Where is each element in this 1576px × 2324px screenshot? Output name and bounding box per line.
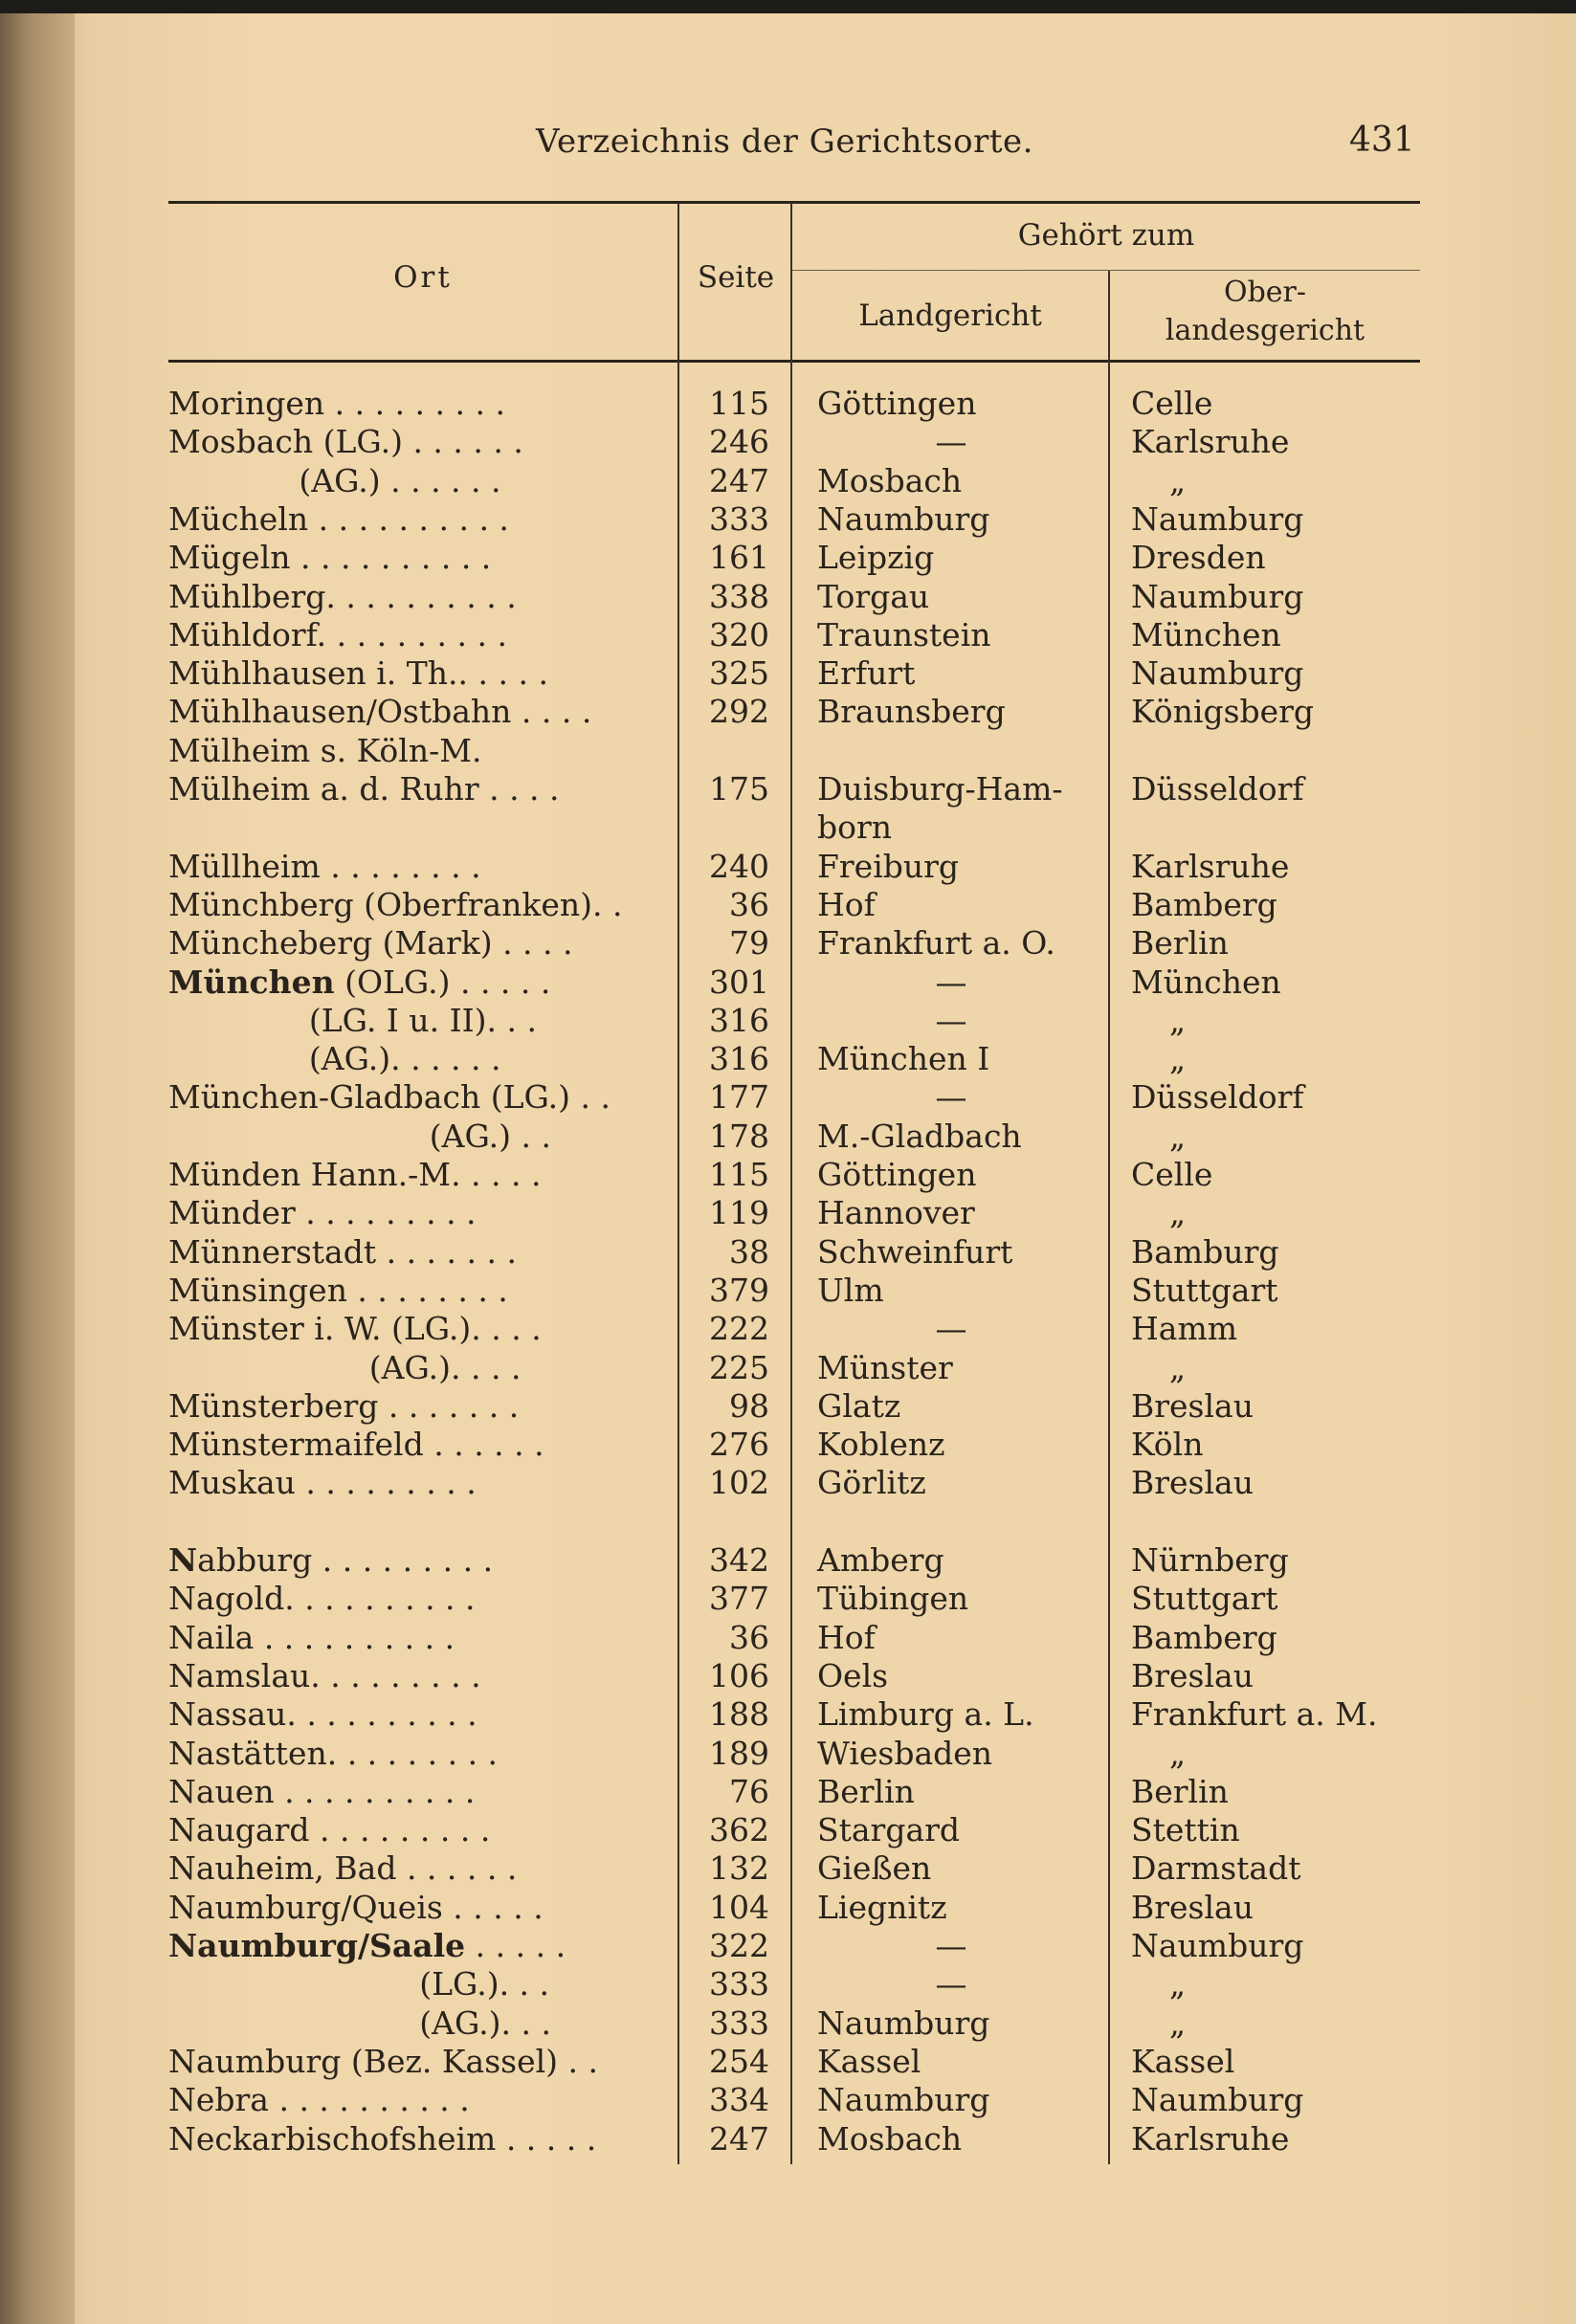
cell-ort: Mühlberg. . . . . . . . . .	[168, 577, 517, 615]
book-spine-shadow	[0, 0, 75, 2324]
cell-seite: 333	[709, 499, 769, 538]
column-divider-seite	[790, 203, 792, 2164]
cell-oberlandesgericht: Celle	[1131, 385, 1213, 422]
cell-seite: 79	[729, 924, 769, 963]
cell-landgericht: Naumburg	[817, 499, 990, 538]
cell-landgericht: Koblenz	[817, 1426, 945, 1464]
cell-oberlandesgericht: Düsseldorf	[1131, 770, 1304, 808]
cell-seite: 161	[709, 539, 769, 577]
cell-landgericht: Leipzig	[817, 539, 935, 577]
cell-seite: 316	[709, 1001, 769, 1039]
cell-landgericht: —	[935, 1927, 967, 1964]
cell-oberlandesgericht: „	[1169, 1040, 1187, 1078]
cell-seite: 362	[709, 1811, 769, 1849]
cell-landgericht: Naumburg	[817, 2003, 990, 2042]
cell-ort: Müllheim . . . . . . . .	[168, 847, 481, 885]
cell-seite: 333	[709, 1965, 769, 2003]
cell-ort: Mosbach (LG.) . . . . . .	[168, 423, 523, 461]
cell-ort: Nagold. . . . . . . . . .	[168, 1580, 476, 1618]
cell-seite: 377	[709, 1580, 769, 1618]
cell-oberlandesgericht: Karlsruhe	[1131, 423, 1290, 461]
cell-oberlandesgericht: München	[1131, 963, 1281, 1001]
cell-ort: Mücheln . . . . . . . . . .	[168, 499, 509, 538]
cell-oberlandesgericht: Stuttgart	[1131, 1271, 1278, 1309]
cell-oberlandesgericht: Breslau	[1131, 1386, 1254, 1425]
cell-ort: Naila . . . . . . . . . .	[168, 1618, 455, 1656]
cell-oberlandesgericht: Darmstadt	[1131, 1849, 1301, 1888]
cell-landgericht: —	[935, 423, 967, 461]
cell-ort: (LG.). . .	[168, 1965, 550, 2003]
cell-ort: Nauen . . . . . . . . . .	[168, 1772, 476, 1810]
cell-landgericht: —	[935, 1001, 967, 1039]
cell-landgericht: Mosbach	[817, 2119, 963, 2158]
place-name-rest: abburg . . . . . . . . .	[197, 1541, 494, 1579]
cell-seite: 225	[709, 1348, 769, 1386]
cell-oberlandesgericht: Naumburg	[1131, 1927, 1304, 1964]
cell-oberlandesgericht: Berlin	[1131, 1772, 1229, 1810]
cell-seite: 320	[709, 615, 769, 653]
cell-ort: Münstermaifeld . . . . . .	[168, 1426, 544, 1464]
cell-oberlandesgericht: Dresden	[1131, 539, 1266, 577]
cell-landgericht: Frankfurt a. O.	[817, 924, 1055, 963]
cell-landgericht: Tübingen	[817, 1580, 969, 1618]
cell-oberlandesgericht: Köln	[1131, 1426, 1204, 1464]
cell-seite: 379	[709, 1271, 769, 1309]
cell-seite: 334	[709, 2081, 769, 2119]
cell-seite: 76	[729, 1772, 769, 1810]
cell-landgericht: Duisburg-Ham-	[817, 770, 1063, 808]
cell-ort: Münsterberg . . . . . . .	[168, 1386, 520, 1425]
cell-seite: 175	[709, 770, 769, 808]
cell-oberlandesgericht: Frankfurt a. M.	[1131, 1695, 1378, 1734]
cell-landgericht: M.-Gladbach	[817, 1117, 1022, 1155]
cell-landgericht: born	[817, 808, 893, 847]
cell-landgericht: Glatz	[817, 1386, 901, 1425]
cell-seite: 188	[709, 1695, 769, 1734]
cell-oberlandesgericht: Breslau	[1131, 1656, 1254, 1694]
cell-ort: Moringen . . . . . . . . .	[168, 385, 505, 422]
cell-landgericht: Limburg a. L.	[817, 1695, 1034, 1734]
cell-seite: 247	[709, 461, 769, 499]
cell-seite: 333	[709, 2003, 769, 2042]
cell-seite: 254	[709, 2042, 769, 2080]
cell-seite: 301	[709, 963, 769, 1001]
cell-landgericht: Görlitz	[817, 1464, 926, 1502]
place-name-rest: (OLG.) . . . . .	[334, 963, 551, 1001]
cell-landgericht: Münster	[817, 1348, 953, 1386]
cell-seite: 222	[709, 1310, 769, 1348]
cell-oberlandesgericht: „	[1169, 1117, 1187, 1155]
cell-landgericht: Naumburg	[817, 2081, 990, 2119]
cell-oberlandesgericht: Stuttgart	[1131, 1580, 1278, 1618]
cell-seite: 240	[709, 847, 769, 885]
column-header-oberlandesgericht	[1110, 274, 1420, 350]
cell-oberlandesgericht: „	[1169, 1194, 1187, 1232]
cell-seite: 102	[709, 1464, 769, 1502]
column-header-gehoert-zum: Gehört zum	[1017, 218, 1195, 253]
cell-seite: 178	[709, 1117, 769, 1155]
cell-ort: Mühlhausen i. Th.. . . . .	[168, 654, 548, 693]
cell-seite: 342	[709, 1541, 769, 1579]
cell-seite: 247	[709, 2119, 769, 2158]
cell-oberlandesgericht: „	[1169, 2003, 1187, 2042]
cell-seite: 292	[709, 693, 769, 731]
place-name-rest: . . . . .	[465, 1927, 566, 1964]
cell-ort: Nastätten. . . . . . . . .	[168, 1734, 499, 1772]
cell-landgericht: Gießen	[817, 1849, 932, 1888]
olg-header-line1: Ober-	[1223, 276, 1307, 309]
cell-seite: 276	[709, 1426, 769, 1464]
cell-landgericht: —	[935, 1310, 967, 1348]
cell-ort: München-Gladbach (LG.) . .	[168, 1078, 610, 1117]
cell-oberlandesgericht: „	[1169, 1348, 1187, 1386]
cell-landgericht: Oels	[817, 1656, 889, 1694]
bold-place-name: Naumburg/Saale	[168, 1927, 466, 1964]
cell-ort: Münnerstadt . . . . . . .	[168, 1232, 517, 1271]
running-title: Verzeichnis der Gerichtsorte.	[536, 122, 1033, 161]
cell-landgericht: —	[935, 963, 967, 1001]
cell-oberlandesgericht: Bamberg	[1131, 1618, 1277, 1656]
cell-landgericht: Liegnitz	[817, 1888, 947, 1926]
cell-landgericht: —	[935, 1078, 967, 1117]
cell-oberlandesgericht: Naumburg	[1131, 577, 1304, 615]
cell-seite: 36	[729, 885, 769, 923]
cell-ort: Münchberg (Oberfranken). .	[168, 885, 623, 923]
cell-seite: 38	[729, 1232, 769, 1271]
cell-oberlandesgericht: Bamberg	[1131, 885, 1277, 923]
cell-ort: Nauheim, Bad . . . . . .	[168, 1849, 518, 1888]
cell-ort: (AG.). . . . . .	[168, 1040, 501, 1078]
cell-seite: 316	[709, 1040, 769, 1078]
cell-landgericht: Freiburg	[817, 847, 960, 885]
cell-landgericht: Torgau	[817, 577, 930, 615]
cell-landgericht: Göttingen	[817, 1156, 977, 1193]
cell-landgericht: Wiesbaden	[817, 1734, 993, 1772]
column-divider-ort	[677, 203, 679, 2164]
cell-ort: Münden Hann.-M. . . . .	[168, 1156, 542, 1193]
cell-ort: Mügeln . . . . . . . . . .	[168, 539, 492, 577]
column-header-ort: Ort	[393, 260, 453, 295]
cell-seite: 115	[709, 385, 769, 422]
column-divider-landgericht	[1108, 271, 1110, 2164]
cell-seite: 36	[729, 1618, 769, 1656]
cell-oberlandesgericht: „	[1169, 461, 1187, 499]
cell-ort: (AG.) . .	[168, 1117, 551, 1155]
cell-ort: (LG. I u. II). . .	[168, 1001, 537, 1039]
page-number: 431	[1349, 121, 1415, 160]
cell-ort	[168, 963, 666, 1002]
column-header-landgericht: Landgericht	[858, 299, 1042, 333]
scan-edge	[0, 0, 1576, 13]
cell-ort: Müncheberg (Mark) . . . .	[168, 924, 573, 963]
cell-landgericht: —	[935, 1965, 967, 2003]
cell-landgericht: Erfurt	[817, 654, 916, 693]
cell-oberlandesgericht: Berlin	[1131, 924, 1229, 963]
cell-ort: Münsingen . . . . . . . .	[168, 1271, 508, 1309]
cell-oberlandesgericht: Naumburg	[1131, 2081, 1304, 2119]
cell-oberlandesgericht: Breslau	[1131, 1464, 1254, 1502]
bold-place-name: N	[168, 1541, 198, 1579]
cell-seite: 104	[709, 1888, 769, 1926]
cell-oberlandesgericht: „	[1169, 1965, 1187, 2003]
cell-landgericht: Hannover	[817, 1194, 975, 1232]
cell-oberlandesgericht: Breslau	[1131, 1888, 1254, 1926]
cell-seite: 338	[709, 577, 769, 615]
cell-landgericht: Berlin	[817, 1772, 915, 1810]
cell-oberlandesgericht: Hamm	[1131, 1310, 1238, 1348]
cell-ort: Naumburg/Queis . . . . .	[168, 1888, 544, 1926]
cell-ort: (AG.). . .	[168, 2003, 551, 2042]
cell-oberlandesgericht: Stettin	[1131, 1811, 1240, 1849]
cell-ort: Nassau. . . . . . . . . .	[168, 1695, 477, 1734]
olg-header-line2: landesgericht	[1165, 314, 1365, 347]
table-top-rule	[168, 201, 1420, 204]
cell-oberlandesgericht: Königsberg	[1131, 693, 1315, 731]
cell-ort: Münster i. W. (LG.). . . .	[168, 1310, 542, 1348]
cell-seite: 132	[709, 1849, 769, 1888]
cell-seite: 322	[709, 1927, 769, 1964]
cell-ort: Namslau. . . . . . . . .	[168, 1656, 481, 1694]
cell-seite: 119	[709, 1194, 769, 1232]
cell-ort: Neckarbischofsheim . . . . .	[168, 2119, 597, 2158]
cell-oberlandesgericht: Celle	[1131, 1156, 1213, 1193]
cell-ort: Mühldorf. . . . . . . . . .	[168, 615, 507, 653]
cell-landgericht: Stargard	[817, 1811, 961, 1849]
cell-oberlandesgericht: Nürnberg	[1131, 1541, 1289, 1579]
cell-landgericht: München I	[817, 1040, 990, 1078]
cell-ort: Mülheim a. d. Ruhr . . . .	[168, 770, 560, 808]
cell-oberlandesgericht: Kassel	[1131, 2042, 1235, 2080]
cell-ort: Muskau . . . . . . . . .	[168, 1464, 477, 1502]
cell-landgericht: Hof	[817, 1618, 876, 1656]
cell-landgericht: Traunstein	[817, 615, 991, 653]
cell-landgericht: Göttingen	[817, 385, 977, 422]
cell-ort: Mülheim s. Köln-M.	[168, 731, 482, 769]
column-header-seite: Seite	[697, 260, 775, 295]
cell-oberlandesgericht: „	[1169, 1001, 1187, 1039]
bold-place-name: München	[168, 963, 335, 1001]
cell-seite: 325	[709, 654, 769, 693]
cell-landgericht: Ulm	[817, 1271, 884, 1309]
cell-ort: (AG.) . . . . . .	[168, 461, 501, 499]
cell-oberlandesgericht: Karlsruhe	[1131, 847, 1290, 885]
header-subrule	[792, 270, 1420, 271]
cell-oberlandesgericht: München	[1131, 615, 1281, 653]
cell-ort: Naumburg (Bez. Kassel) . .	[168, 2042, 598, 2080]
cell-seite: 115	[709, 1156, 769, 1193]
cell-landgericht: Schweinfurt	[817, 1232, 1013, 1271]
cell-landgericht: Hof	[817, 885, 876, 923]
cell-landgericht: Braunsberg	[817, 693, 1006, 731]
cell-ort	[168, 1541, 666, 1580]
cell-seite: 189	[709, 1734, 769, 1772]
cell-seite: 106	[709, 1656, 769, 1694]
cell-seite: 177	[709, 1078, 769, 1117]
cell-oberlandesgericht: „	[1169, 1734, 1187, 1772]
table-header-rule	[168, 360, 1420, 363]
cell-oberlandesgericht: Karlsruhe	[1131, 2119, 1290, 2158]
cell-oberlandesgericht: Naumburg	[1131, 654, 1304, 693]
cell-oberlandesgericht: Düsseldorf	[1131, 1078, 1304, 1117]
cell-seite: 246	[709, 423, 769, 461]
cell-oberlandesgericht: Bamburg	[1131, 1232, 1279, 1271]
cell-ort	[168, 1927, 666, 1965]
cell-landgericht: Mosbach	[817, 461, 963, 499]
cell-landgericht: Kassel	[817, 2042, 921, 2080]
cell-landgericht: Amberg	[817, 1541, 944, 1579]
cell-seite: 98	[729, 1386, 769, 1425]
cell-ort: Naugard . . . . . . . . .	[168, 1811, 491, 1849]
cell-ort: Nebra . . . . . . . . . .	[168, 2081, 470, 2119]
cell-ort: Münder . . . . . . . . .	[168, 1194, 477, 1232]
cell-ort: Mühlhausen/Ostbahn . . . .	[168, 693, 592, 731]
cell-oberlandesgericht: Naumburg	[1131, 499, 1304, 538]
cell-ort: (AG.). . . .	[168, 1348, 522, 1386]
